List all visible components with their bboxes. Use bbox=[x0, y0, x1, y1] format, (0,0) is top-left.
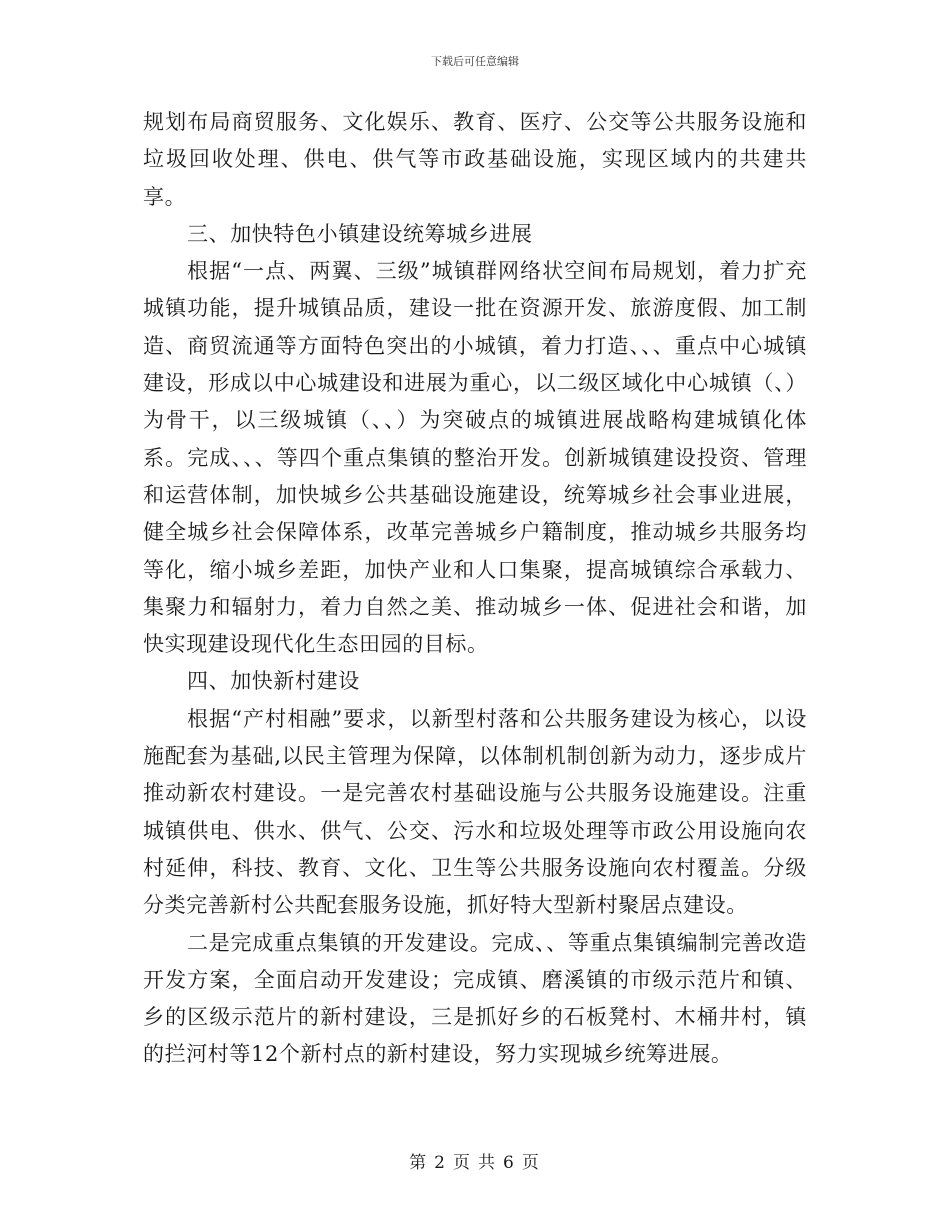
document-body bbox=[143, 104, 807, 1074]
page-header-note: 下载后可任意编辑 bbox=[431, 55, 519, 68]
paragraph-4: 二是完成重点集镇的开发建设。完成、、等重点集镇编制完善改造开发方案，全面启动开发建设；完成镇、磨溪镇的市级示范片和镇、乡的区级示范片的新村建设，三是抓好乡的石板凳村、木桶井村，镇的拦河村等12个新村点的新村建设，努力实现城乡统筹进展。 bbox=[143, 930, 807, 1067]
footer-suffix: 页 bbox=[521, 1153, 541, 1173]
section-heading-3: 三、加快特色小镇建设统筹城乡进展 bbox=[187, 221, 533, 246]
page-number-footer bbox=[0, 1148, 950, 1173]
paragraph-2: 根据“一点、两翼、三级”城镇群网络状空间布局规划，着力扩充城镇功能，提升城镇品质，建设一批在资源开发、旅游度假、加工制造、商贸流通等方面特色突出的小城镇，着力打造、、、重点中心城镇建设，形成以中心城建设和进展为重心，以二级区域化中心城镇（、）为骨干，以三级城镇（、、）为突破点的城镇进展战略构建城镇化体系。完成、、、等四个重点集镇的整治开发。创新城镇建设投资、管理和运营体制，加快城乡公共基础设施建设，统筹城乡社会事业进展，健全城乡社会保障体系，改革完善城乡户籍制度，推动城乡共服务均等化，缩小城乡差距，加快产业和人口集聚，提高城镇综合承载力、集聚力和辐射力，着力自然之美、推动城乡一体、促进社会和谐，加快实现建设现代化生态田园的目标。 bbox=[143, 259, 807, 657]
footer-page-word: 页 bbox=[453, 1153, 472, 1173]
section-heading-4: 四、加快新村建设 bbox=[187, 669, 360, 694]
paragraph-3: 根据“产村相融”要求，以新型村落和公共服务建设为核心，以设施配套为基础,以民主管理为保障，以体制机制创新为动力，逐步成片推动新农村建设。一是完善农村基础设施与公共服务设施建设。注重城镇供电、供水、供气、公交、污水和垃圾处理等市政公用设施向农村延伸，科技、教育、文化、卫生等公共服务设施向农村覆盖。分级分类完善新村公共配套服务设施，抓好特大型新村聚居点建设。 bbox=[143, 706, 807, 918]
footer-current-page: 2 bbox=[434, 1153, 447, 1173]
footer-prefix: 第 bbox=[409, 1153, 429, 1173]
footer-total-pages: 6 bbox=[503, 1153, 516, 1173]
footer-total-word: 共 bbox=[478, 1153, 497, 1173]
paragraph-1: 规划布局商贸服务、文化娱乐、教育、医疗、公交等公共服务设施和垃圾回收处理、供电、供气等市政基础设施，实现区域内的共建共享。 bbox=[143, 110, 807, 209]
